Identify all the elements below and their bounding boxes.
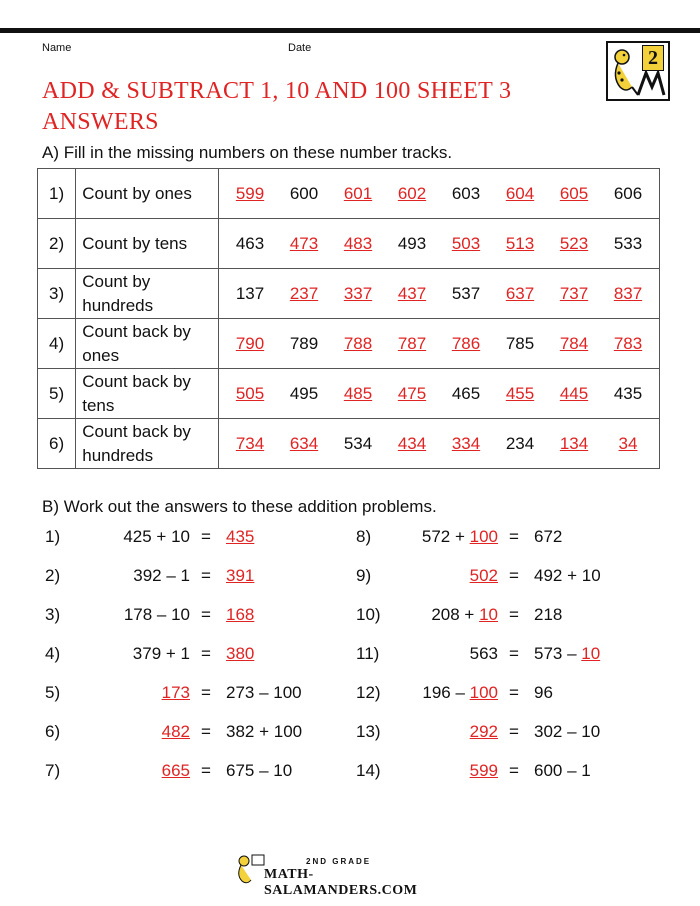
footer-grade: 2ND GRADE bbox=[306, 857, 372, 866]
answer-value: 502 bbox=[469, 566, 498, 585]
track-answer: 602 bbox=[397, 183, 427, 203]
track-row bbox=[38, 369, 660, 419]
problem-number: 5) bbox=[45, 683, 61, 702]
track-answer: 475 bbox=[397, 383, 427, 403]
track-values bbox=[219, 169, 660, 219]
problem-right-side bbox=[226, 566, 356, 586]
expression-part: 600 – 1 bbox=[534, 761, 591, 780]
track-answer: 455 bbox=[505, 383, 535, 403]
equals-sign: = bbox=[509, 566, 519, 585]
track-answer: 434 bbox=[397, 433, 427, 453]
footer-logo bbox=[234, 853, 444, 898]
answer-value: 10 bbox=[479, 605, 498, 624]
answer-value: 292 bbox=[469, 722, 498, 741]
track-answer: 634 bbox=[289, 433, 319, 453]
track-answer: 734 bbox=[235, 433, 265, 453]
problem-number: 4) bbox=[45, 644, 61, 663]
track-answer: 837 bbox=[613, 283, 643, 303]
problem-left-side bbox=[90, 683, 190, 703]
expression-part: 382 + 100 bbox=[226, 722, 303, 741]
problem-left-side bbox=[400, 644, 498, 664]
problem-right-side bbox=[534, 683, 664, 703]
problem-right-side bbox=[534, 644, 664, 664]
track-answer: 784 bbox=[559, 333, 589, 353]
expression-part: 178 – 10 bbox=[123, 605, 190, 624]
top-rule bbox=[0, 28, 700, 33]
track-row bbox=[38, 169, 660, 219]
problem-number: 10) bbox=[356, 605, 381, 624]
track-given-number: 534 bbox=[343, 433, 373, 453]
track-given-number: 789 bbox=[289, 333, 319, 353]
problem-left-side bbox=[400, 683, 498, 703]
track-answer: 334 bbox=[451, 433, 481, 453]
track-row-label: Count by tens bbox=[76, 219, 219, 269]
number-track-table bbox=[37, 168, 660, 469]
problem-left-side bbox=[400, 605, 498, 625]
track-row-index: 4) bbox=[38, 319, 76, 369]
problem-number: 6) bbox=[45, 722, 61, 741]
section-a-instruction: A) Fill in the missing numbers on these number tracks. bbox=[42, 143, 453, 162]
track-answer: 237 bbox=[289, 283, 319, 303]
problem-right-side bbox=[534, 566, 664, 586]
track-row-label: Count back by hundreds bbox=[76, 419, 219, 469]
track-given-number: 495 bbox=[289, 383, 319, 403]
equals-sign: = bbox=[201, 527, 211, 546]
expression-part: 302 – 10 bbox=[534, 722, 601, 741]
track-given-number: 234 bbox=[505, 433, 535, 453]
equals-sign: = bbox=[201, 644, 211, 663]
track-answer: 513 bbox=[505, 233, 535, 253]
salamander-logo bbox=[606, 41, 670, 101]
answer-value: 435 bbox=[226, 527, 255, 546]
name-label: Name bbox=[42, 42, 72, 54]
problem-right-side bbox=[534, 722, 664, 742]
answer-value: 10 bbox=[581, 644, 601, 663]
answer-value: 482 bbox=[161, 722, 190, 741]
track-answer: 503 bbox=[451, 233, 481, 253]
answer-value: 391 bbox=[226, 566, 255, 585]
problem-right-side bbox=[226, 527, 356, 547]
equals-sign: = bbox=[509, 722, 519, 741]
track-row-index: 6) bbox=[38, 419, 76, 469]
problem-left-side bbox=[400, 761, 498, 781]
track-given-number: 603 bbox=[451, 183, 481, 203]
problem-right-side bbox=[534, 527, 664, 547]
problem-number: 9) bbox=[356, 566, 372, 585]
equals-sign: = bbox=[509, 527, 519, 546]
track-row-index: 5) bbox=[38, 369, 76, 419]
expression-part: 425 + 10 bbox=[123, 527, 190, 546]
track-answer: 737 bbox=[559, 283, 589, 303]
track-answer: 788 bbox=[343, 333, 373, 353]
expression-part: 672 bbox=[534, 527, 563, 546]
expression-part: 392 – 1 bbox=[133, 566, 190, 585]
page-title: ADD & SUBTRACT 1, 10 AND 100 SHEET 3 ANSWERS bbox=[42, 78, 512, 135]
track-row-index: 1) bbox=[38, 169, 76, 219]
track-answer: 483 bbox=[343, 233, 373, 253]
section-b-instruction: B) Work out the answers to these addition problems. bbox=[42, 497, 437, 516]
problem-number: 1) bbox=[45, 527, 61, 546]
expression-part: 208 + bbox=[431, 605, 480, 624]
date-label: Date bbox=[288, 42, 312, 54]
problem-number: 2) bbox=[45, 566, 61, 585]
problem-right-side bbox=[226, 644, 356, 664]
track-answer: 473 bbox=[289, 233, 319, 253]
track-answer: 787 bbox=[397, 333, 427, 353]
footer-site: MATH-SALAMANDERS.COM bbox=[264, 867, 418, 898]
track-row-index: 3) bbox=[38, 269, 76, 319]
equals-sign: = bbox=[201, 761, 211, 780]
track-answer: 599 bbox=[235, 183, 265, 203]
answer-value: 380 bbox=[226, 644, 255, 663]
track-answer: 505 bbox=[235, 383, 265, 403]
track-values bbox=[219, 319, 660, 369]
track-answer: 790 bbox=[235, 333, 265, 353]
track-row-label: Count back by ones bbox=[76, 319, 219, 369]
answer-value: 173 bbox=[161, 683, 190, 702]
problem-left-side bbox=[90, 644, 190, 664]
track-given-number: 493 bbox=[397, 233, 427, 253]
problem-number: 14) bbox=[356, 761, 381, 780]
track-values bbox=[219, 369, 660, 419]
problem-right-side bbox=[226, 722, 356, 742]
track-row-label: Count by ones bbox=[76, 169, 219, 219]
track-row-label: Count back by tens bbox=[76, 369, 219, 419]
expression-part: 273 – 100 bbox=[226, 683, 302, 702]
track-answer: 445 bbox=[559, 383, 589, 403]
problem-number: 8) bbox=[356, 527, 372, 546]
problem-right-side bbox=[226, 683, 356, 703]
answer-value: 100 bbox=[469, 683, 498, 702]
track-values bbox=[219, 419, 660, 469]
track-given-number: 137 bbox=[235, 283, 265, 303]
track-answer: 437 bbox=[397, 283, 427, 303]
track-given-number: 785 bbox=[505, 333, 535, 353]
problem-number: 12) bbox=[356, 683, 381, 702]
answer-value: 599 bbox=[469, 761, 498, 780]
track-answer: 337 bbox=[343, 283, 373, 303]
expression-part: 379 + 1 bbox=[132, 644, 190, 663]
track-given-number: 435 bbox=[613, 383, 643, 403]
track-row bbox=[38, 219, 660, 269]
track-answer: 34 bbox=[618, 433, 638, 453]
problem-left-side bbox=[90, 722, 190, 742]
track-row-label: Count by hundreds bbox=[76, 269, 219, 319]
expression-part: 573 – bbox=[534, 644, 582, 663]
answer-value: 665 bbox=[161, 761, 190, 780]
equals-sign: = bbox=[509, 761, 519, 780]
track-answer: 605 bbox=[559, 183, 589, 203]
problem-number: 7) bbox=[45, 761, 61, 780]
track-given-number: 533 bbox=[613, 233, 643, 253]
problem-left-side bbox=[400, 527, 498, 547]
problem-left-side bbox=[90, 566, 190, 586]
track-values bbox=[219, 219, 660, 269]
expression-part: 572 + bbox=[421, 527, 470, 546]
track-given-number: 600 bbox=[289, 183, 319, 203]
expression-part: 492 + 10 bbox=[534, 566, 601, 585]
track-values bbox=[219, 269, 660, 319]
equals-sign: = bbox=[201, 566, 211, 585]
grade-number: 2 bbox=[642, 45, 664, 71]
track-row bbox=[38, 419, 660, 469]
track-answer: 637 bbox=[505, 283, 535, 303]
expression-part: 563 bbox=[469, 644, 498, 663]
equals-sign: = bbox=[509, 605, 519, 624]
equals-sign: = bbox=[201, 722, 211, 741]
track-answer: 604 bbox=[505, 183, 535, 203]
track-given-number: 537 bbox=[451, 283, 481, 303]
track-given-number: 465 bbox=[451, 383, 481, 403]
track-answer: 783 bbox=[613, 333, 643, 353]
problem-right-side bbox=[534, 761, 664, 781]
track-answer: 601 bbox=[343, 183, 373, 203]
problem-left-side bbox=[90, 761, 190, 781]
track-answer: 523 bbox=[559, 233, 589, 253]
expression-part: 218 bbox=[534, 605, 563, 624]
problem-left-side bbox=[90, 605, 190, 625]
track-given-number: 606 bbox=[613, 183, 643, 203]
equals-sign: = bbox=[509, 644, 519, 663]
problem-left-side bbox=[90, 527, 190, 547]
track-row bbox=[38, 269, 660, 319]
problem-right-side bbox=[226, 605, 356, 625]
answer-value: 100 bbox=[469, 527, 498, 546]
answer-value: 168 bbox=[226, 605, 255, 624]
track-answer: 786 bbox=[451, 333, 481, 353]
equals-sign: = bbox=[201, 605, 211, 624]
track-answer: 134 bbox=[559, 433, 589, 453]
problem-right-side bbox=[534, 605, 664, 625]
track-row-index: 2) bbox=[38, 219, 76, 269]
expression-part: 196 – bbox=[422, 683, 470, 702]
expression-part: 96 bbox=[534, 683, 553, 702]
problem-number: 11) bbox=[356, 644, 380, 663]
equals-sign: = bbox=[509, 683, 519, 702]
equals-sign: = bbox=[201, 683, 211, 702]
problem-left-side bbox=[400, 722, 498, 742]
track-given-number: 463 bbox=[235, 233, 265, 253]
track-row bbox=[38, 319, 660, 369]
problem-left-side bbox=[400, 566, 498, 586]
track-answer: 485 bbox=[343, 383, 373, 403]
problem-right-side bbox=[226, 761, 356, 781]
problem-number: 13) bbox=[356, 722, 381, 741]
problem-number: 3) bbox=[45, 605, 61, 624]
expression-part: 675 – 10 bbox=[226, 761, 293, 780]
